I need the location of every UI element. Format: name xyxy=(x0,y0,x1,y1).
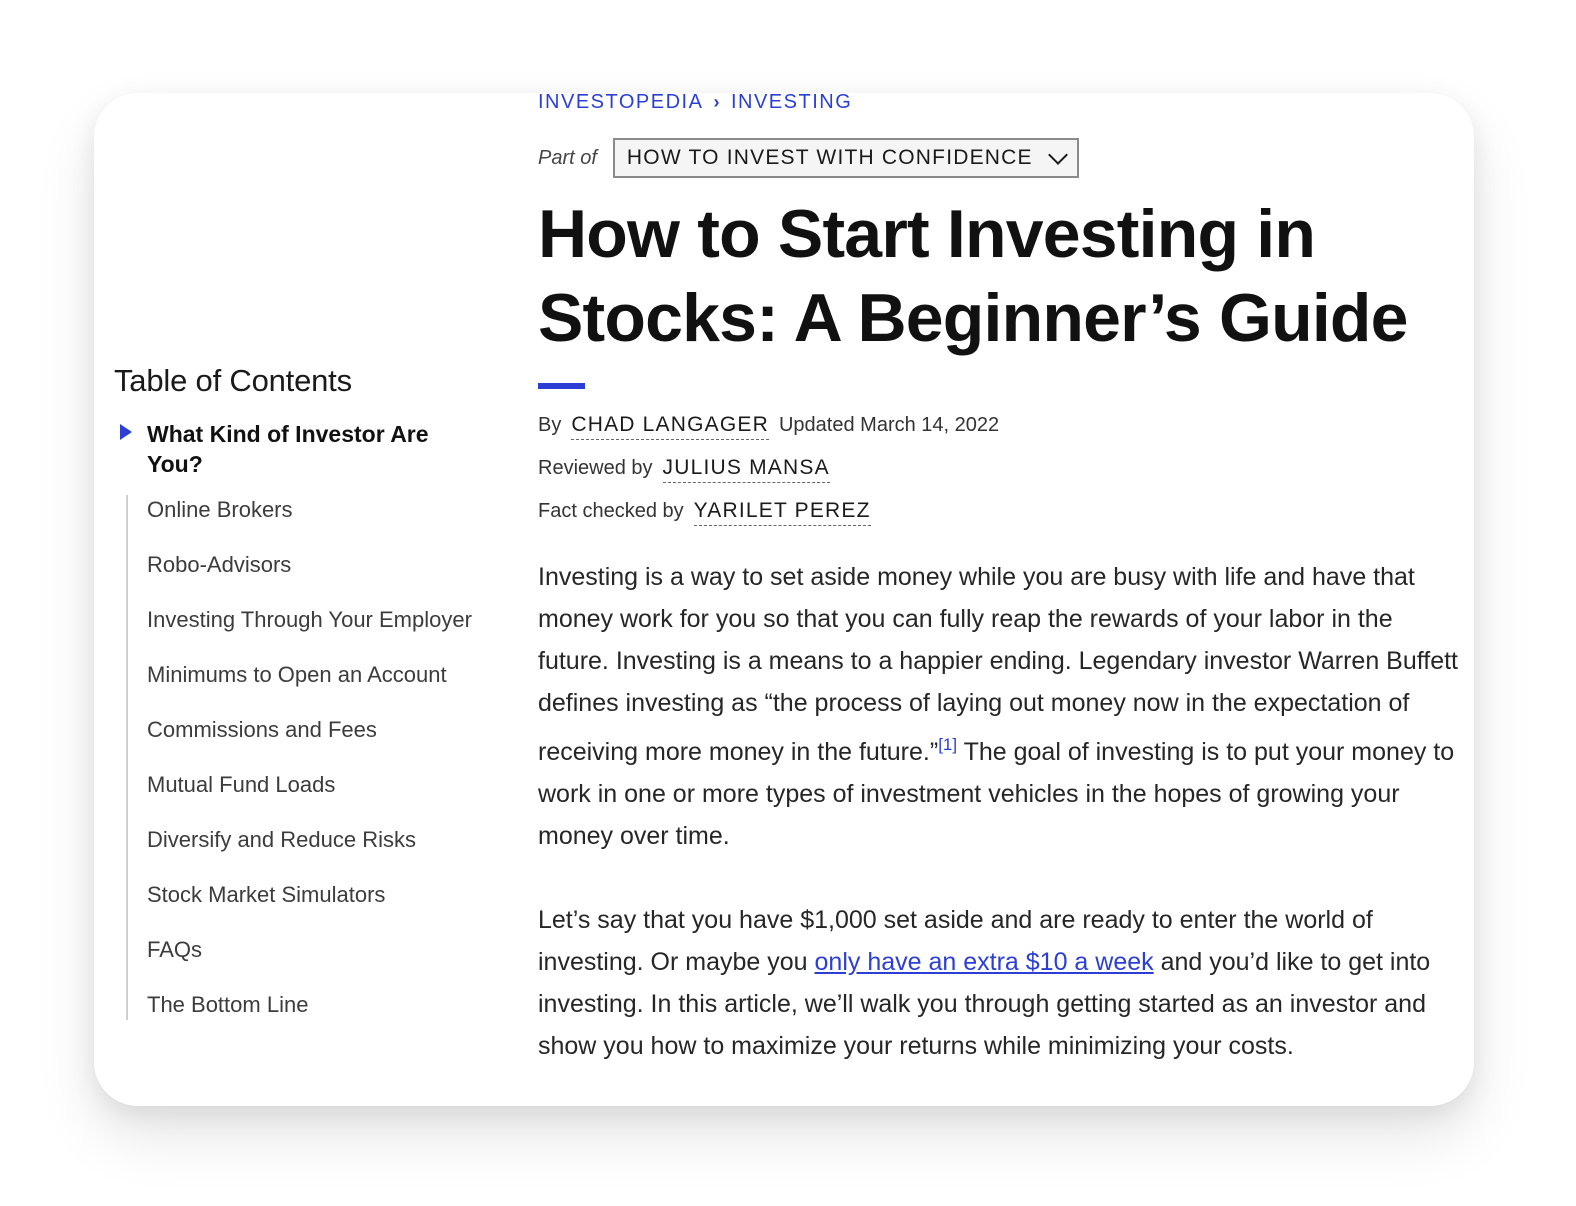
fact-checker-link[interactable]: YARILET PEREZ xyxy=(694,499,871,526)
paragraph-2 xyxy=(538,899,1468,1067)
toc-item-online-brokers[interactable]: Online Brokers xyxy=(147,497,293,522)
toc-item-commissions[interactable]: Commissions and Fees xyxy=(147,717,377,742)
article-body xyxy=(538,556,1468,1067)
citation-link[interactable]: [1] xyxy=(938,735,958,754)
toc-item-active-label: What Kind of Investor Are You? xyxy=(147,421,429,477)
paragraph-1 xyxy=(538,556,1468,857)
paragraph-2-text-b: and you’d like to get into investing. In this article, we’ll walk you through getting started as an investor and show you how to maximize your returns while minimizing your costs. xyxy=(538,948,1431,1060)
breadcrumb xyxy=(538,93,1468,117)
table-of-contents xyxy=(114,363,474,1045)
page-title: How to Start Investing in Stocks: A Beginner’s Guide xyxy=(538,196,1408,356)
toc-item-faqs[interactable]: FAQs xyxy=(147,937,203,962)
toc-item-active[interactable] xyxy=(114,419,474,479)
chevron-right-icon: › xyxy=(713,93,721,112)
toc-item-minimums[interactable]: Minimums to Open an Account xyxy=(147,662,447,687)
breadcrumb-section-link[interactable]: INVESTING xyxy=(730,93,853,113)
toc-list xyxy=(126,495,474,1020)
series-label: Part of xyxy=(538,146,597,169)
series-dropdown[interactable] xyxy=(613,138,1079,178)
article-card xyxy=(94,93,1474,1106)
title-accent-rule xyxy=(538,383,585,389)
toc-item-simulators[interactable]: Stock Market Simulators xyxy=(147,882,386,907)
reviewer-link[interactable]: JULIUS MANSA xyxy=(663,456,830,483)
toc-item-bottom-line[interactable]: The Bottom Line xyxy=(147,992,309,1017)
toc-item-investing-through-employer[interactable]: Investing Through Your Employer xyxy=(147,607,472,632)
extra-10-a-week-link[interactable]: only have an extra $10 a week xyxy=(814,948,1154,976)
toc-item-robo-advisors[interactable]: Robo-Advisors xyxy=(147,552,292,577)
toc-item-diversify[interactable]: Diversify and Reduce Risks xyxy=(147,827,416,852)
byline-factcheck-row xyxy=(538,499,1468,542)
toc-item-mutual-fund-loads[interactable]: Mutual Fund Loads xyxy=(147,772,336,797)
updated-date: Updated March 14, 2022 xyxy=(778,414,1000,436)
toc-title: Table of Contents xyxy=(114,363,352,398)
byline-reviewer-row xyxy=(538,456,1468,499)
author-link[interactable]: CHAD LANGAGER xyxy=(571,413,769,440)
byline-author-row xyxy=(538,413,1468,456)
reviewed-by-label: Reviewed by xyxy=(538,457,653,479)
byline xyxy=(538,413,1468,542)
article-main xyxy=(538,93,1468,1106)
by-label: By xyxy=(538,414,562,436)
breadcrumb-root-link[interactable]: INVESTOPEDIA xyxy=(538,93,704,113)
caret-right-icon xyxy=(120,424,132,440)
chevron-down-icon xyxy=(1048,145,1068,165)
paragraph-2-text-a: Let’s say that you have $1,000 set aside and are ready to enter the world of investing. Or maybe you xyxy=(538,906,1373,976)
fact-checked-by-label: Fact checked by xyxy=(538,500,684,522)
paragraph-1-text-a: Investing is a way to set aside money while you are busy with life and have that money work for you so that you can fully reap the rewards of your labor in the future. Investing is a means to a happier ending. Legendary investor Warren Buffett defines investing as “the process of laying out money now in the expectation of receiving more money in the future.” xyxy=(538,563,1458,766)
series-dropdown-value: HOW TO INVEST WITH CONFIDENCE xyxy=(626,146,1033,169)
paragraph-1-text-b: The goal of investing is to put your money to work in one or more types of investment vehicles in the hopes of growing your money over time. xyxy=(538,738,1455,850)
series-row xyxy=(538,138,1468,178)
